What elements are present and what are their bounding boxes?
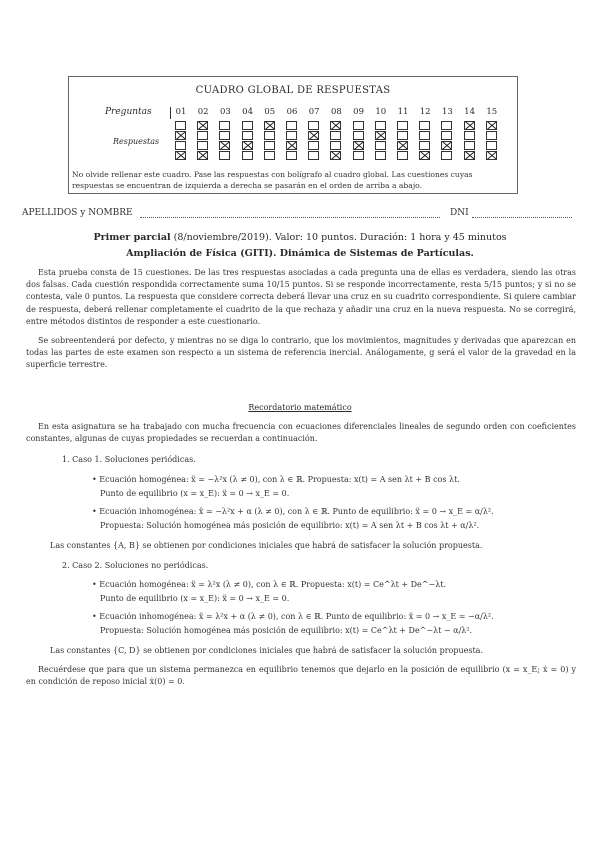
answer-cell-q01-2[interactable] xyxy=(175,131,186,140)
answer-cell-q10-1[interactable] xyxy=(375,121,386,130)
question-number-03: 03 xyxy=(219,107,231,117)
question-number-09: 09 xyxy=(353,107,364,117)
answer-cell-q14-2[interactable] xyxy=(464,131,475,140)
dni-field[interactable] xyxy=(472,217,572,218)
case-1-bullet-2: • Ecuación inhomogénea: ẍ = −λ²x + α (λ ≠ 0), con λ ∈ ℝ. Punto de equilibrio: ẍ = 0 → x_E = α/λ². xyxy=(92,507,494,516)
answer-cell-q15-4[interactable] xyxy=(486,151,497,160)
answer-cell-q04-1[interactable] xyxy=(242,121,253,130)
closing-remark: Recuérdese que para que un sistema permanezca en equilibrio tenemos que dejarlo en la posición de equilibrio (x = x_E; ẋ = 0) y en condición de reposo inicial ẋ(0) = 0. xyxy=(26,665,576,687)
case-1-title: 1. Caso 1. Soluciones periódicas. xyxy=(62,455,196,464)
question-number-11: 11 xyxy=(397,107,409,117)
answer-cell-q11-3[interactable] xyxy=(397,141,408,150)
answer-cell-q03-4[interactable] xyxy=(219,151,230,160)
case-2-bullet-2-line-1: Ecuación inhomogénea: ẍ = λ²x + α (λ ≠ 0), con λ ∈ ℝ. Punto de equilibrio: ẍ = 0 → x_E = −α/λ². xyxy=(99,612,494,621)
answer-cell-q12-3[interactable] xyxy=(419,141,430,150)
answer-cell-q05-3[interactable] xyxy=(264,141,275,150)
answer-cell-q02-2[interactable] xyxy=(197,131,208,140)
case-2-bullet-2: • Ecuación inhomogénea: ẍ = λ²x + α (λ ≠ 0), con λ ∈ ℝ. Punto de equilibrio: ẍ = 0 → x_E = −α/λ². xyxy=(92,612,494,621)
answer-cell-q14-4[interactable] xyxy=(464,151,475,160)
answer-cell-q15-1[interactable] xyxy=(486,121,497,130)
answer-cell-q08-1[interactable] xyxy=(330,121,341,130)
answer-cell-q04-4[interactable] xyxy=(242,151,253,160)
answer-cell-q12-1[interactable] xyxy=(419,121,430,130)
answer-cell-q06-2[interactable] xyxy=(286,131,297,140)
instructions-paragraph-2: Se sobreentenderá por defecto, y mientras no se diga lo contrario, que los movimientos, magnitudes y derivadas que aparezcan en todas las partes de este examen son respecto a un sistema de referencia inercial. Análogamente, g será el valor de la gravedad en la superficie terrestre. xyxy=(26,336,576,370)
case-1-bullet-1: • Ecuación homogénea: ẍ = −λ²x (λ ≠ 0), con λ ∈ ℝ. Propuesta: x(t) = A sen λt + B cos λt. xyxy=(92,475,460,484)
case-2-title: 2. Caso 2. Soluciones no periódicas. xyxy=(62,561,209,570)
answer-cell-q07-2[interactable] xyxy=(308,131,319,140)
answer-cell-q13-4[interactable] xyxy=(441,151,452,160)
answer-cell-q01-3[interactable] xyxy=(175,141,186,150)
question-number-05: 05 xyxy=(264,107,276,117)
exam-header-line1 xyxy=(40,232,560,243)
exam-header-line2: Ampliación de Física (GITI). Dinámica de Sistemas de Partículas. xyxy=(126,248,474,259)
exam-details: (8/noviembre/2019). Valor: 10 puntos. Duración: 1 hora y 45 minutos xyxy=(173,232,507,243)
name-field[interactable] xyxy=(140,217,440,218)
questions-row-label: Preguntas xyxy=(105,107,152,117)
name-label: APELLIDOS y NOMBRE xyxy=(22,208,133,218)
answer-cell-q06-1[interactable] xyxy=(286,121,297,130)
answer-cell-q15-3[interactable] xyxy=(486,141,497,150)
answer-cell-q14-1[interactable] xyxy=(464,121,475,130)
answer-cell-q11-1[interactable] xyxy=(397,121,408,130)
answer-cell-q13-3[interactable] xyxy=(441,141,452,150)
question-number-13: 13 xyxy=(441,107,453,117)
answer-cell-q09-3[interactable] xyxy=(353,141,364,150)
exam-title: Primer parcial xyxy=(93,232,171,243)
question-number-10: 10 xyxy=(375,107,387,117)
answer-cell-q14-3[interactable] xyxy=(464,141,475,150)
answer-cell-q08-3[interactable] xyxy=(330,141,341,150)
answer-cell-q05-4[interactable] xyxy=(264,151,275,160)
case-2-note: Las constantes {C, D} se obtienen por condiciones iniciales que habrá de satisfacer la solución propuesta. xyxy=(50,646,483,655)
divider xyxy=(170,107,171,119)
answer-cell-q05-1[interactable] xyxy=(264,121,275,130)
answer-cell-q10-3[interactable] xyxy=(375,141,386,150)
answer-cell-q04-2[interactable] xyxy=(242,131,253,140)
answer-cell-q07-4[interactable] xyxy=(308,151,319,160)
answer-cell-q13-2[interactable] xyxy=(441,131,452,140)
case-1-bullet-2-line-1: Ecuación inhomogénea: ẍ = −λ²x + α (λ ≠ 0), con λ ∈ ℝ. Punto de equilibrio: ẍ = 0 → x_E = α/λ². xyxy=(99,507,494,516)
answer-cell-q12-4[interactable] xyxy=(419,151,430,160)
question-number-08: 08 xyxy=(330,107,342,117)
answer-cell-q01-4[interactable] xyxy=(175,151,186,160)
answer-cell-q15-2[interactable] xyxy=(486,131,497,140)
answer-cell-q05-2[interactable] xyxy=(264,131,275,140)
answer-cell-q07-3[interactable] xyxy=(308,141,319,150)
answer-cell-q10-4[interactable] xyxy=(375,151,386,160)
answer-cell-q13-1[interactable] xyxy=(441,121,452,130)
reminder-title: Recordatorio matemático xyxy=(248,403,352,412)
case-1-bullet-1-line-1: Ecuación homogénea: ẍ = −λ²x (λ ≠ 0), con λ ∈ ℝ. Propuesta: x(t) = A sen λt + B cos λt. xyxy=(99,475,460,484)
answer-cell-q11-4[interactable] xyxy=(397,151,408,160)
question-number-07: 07 xyxy=(308,107,320,117)
answer-cell-q06-4[interactable] xyxy=(286,151,297,160)
question-number-06: 06 xyxy=(286,107,298,117)
answer-cell-q02-3[interactable] xyxy=(197,141,208,150)
answer-cell-q04-3[interactable] xyxy=(242,141,253,150)
case-2-bullet-1: • Ecuación homogénea: ẍ = λ²x (λ ≠ 0), con λ ∈ ℝ. Propuesta: x(t) = Ce^λt + De^−λt. xyxy=(92,580,447,589)
answer-cell-q02-4[interactable] xyxy=(197,151,208,160)
question-number-12: 12 xyxy=(419,107,431,117)
reminder-intro: En esta asignatura se ha trabajado con mucha frecuencia con ecuaciones diferenciales lineales de segundo orden con coeficientes constantes, algunas de cuyas propiedades se recuerdan a continuación. xyxy=(26,422,576,444)
answer-cell-q08-4[interactable] xyxy=(330,151,341,160)
question-number-02: 02 xyxy=(197,107,209,117)
answer-box-note: No olvide rellenar este cuadro. Pase las respuestas con bolígrafo al cuadro global. Las cuestiones cuyas respuestas se encuentran de izquierda a derecha se pasarán en el orden de arriba a abajo. xyxy=(72,170,473,190)
case-2-bullet-1-line-2: Punto de equilibrio (x = x_E): ẍ = 0 → x_E = 0. xyxy=(100,594,290,603)
answer-cell-q08-2[interactable] xyxy=(330,131,341,140)
case-2-bullet-1-line-1: Ecuación homogénea: ẍ = λ²x (λ ≠ 0), con λ ∈ ℝ. Propuesta: x(t) = Ce^λt + De^−λt. xyxy=(99,580,447,589)
answer-cell-q09-4[interactable] xyxy=(353,151,364,160)
answer-box-title: CUADRO GLOBAL DE RESPUESTAS xyxy=(195,85,391,96)
instructions-paragraph-1: Esta prueba consta de 15 cuestiones. De las tres respuestas asociadas a cada pregunta una de ellas es verdadera, siendo las otras dos falsas. Cada cuestión respondida correctamente suma 10/15 puntos. Si se responde incorrectamente, resta 5/15 puntos; y si no se contesta, vale 0 puntos. La respuesta que considere correcta deberá llevar una cruz en su cuadrito correspondiente. Si quiere cambiar de respuesta, deberá rellenar completamente el cuadrito de la que rechaza y añadir una cruz en la nueva respuesta. No se corregirá, entre métodos distintos de responder a este cuestionario. xyxy=(26,268,576,326)
answer-cell-q06-3[interactable] xyxy=(286,141,297,150)
answer-cell-q12-2[interactable] xyxy=(419,131,430,140)
case-1-bullet-2-line-2: Propuesta: Solución homogénea más posición de equilibrio: x(t) = A sen λt + B cos λt + α/λ². xyxy=(100,521,480,530)
question-number-14: 14 xyxy=(464,107,475,117)
answers-row-label: Respuestas xyxy=(113,137,160,146)
question-number-01: 01 xyxy=(175,107,187,117)
answer-cell-q10-2[interactable] xyxy=(375,131,386,140)
answer-cell-q09-1[interactable] xyxy=(353,121,364,130)
answer-cell-q03-1[interactable] xyxy=(219,121,230,130)
answer-cell-q07-1[interactable] xyxy=(308,121,319,130)
answer-cell-q09-2[interactable] xyxy=(353,131,364,140)
case-2-bullet-2-line-2: Propuesta: Solución homogénea más posición de equilibrio: x(t) = Ce^λt + De^−λt − α/λ². xyxy=(100,626,473,635)
answer-grid-box xyxy=(68,76,518,194)
dni-label: DNI xyxy=(450,208,469,218)
answer-cell-q01-1[interactable] xyxy=(175,121,186,130)
answer-cell-q03-2[interactable] xyxy=(219,131,230,140)
case-1-bullet-1-line-2: Punto de equilibrio (x = x_E): ẍ = 0 → x_E = 0. xyxy=(100,489,290,498)
question-number-04: 04 xyxy=(242,107,253,117)
answer-cell-q11-2[interactable] xyxy=(397,131,408,140)
answer-cell-q02-1[interactable] xyxy=(197,121,208,130)
question-number-15: 15 xyxy=(486,107,498,117)
answer-cell-q03-3[interactable] xyxy=(219,141,230,150)
case-1-note: Las constantes {A, B} se obtienen por condiciones iniciales que habrá de satisfacer la solución propuesta. xyxy=(50,541,483,550)
